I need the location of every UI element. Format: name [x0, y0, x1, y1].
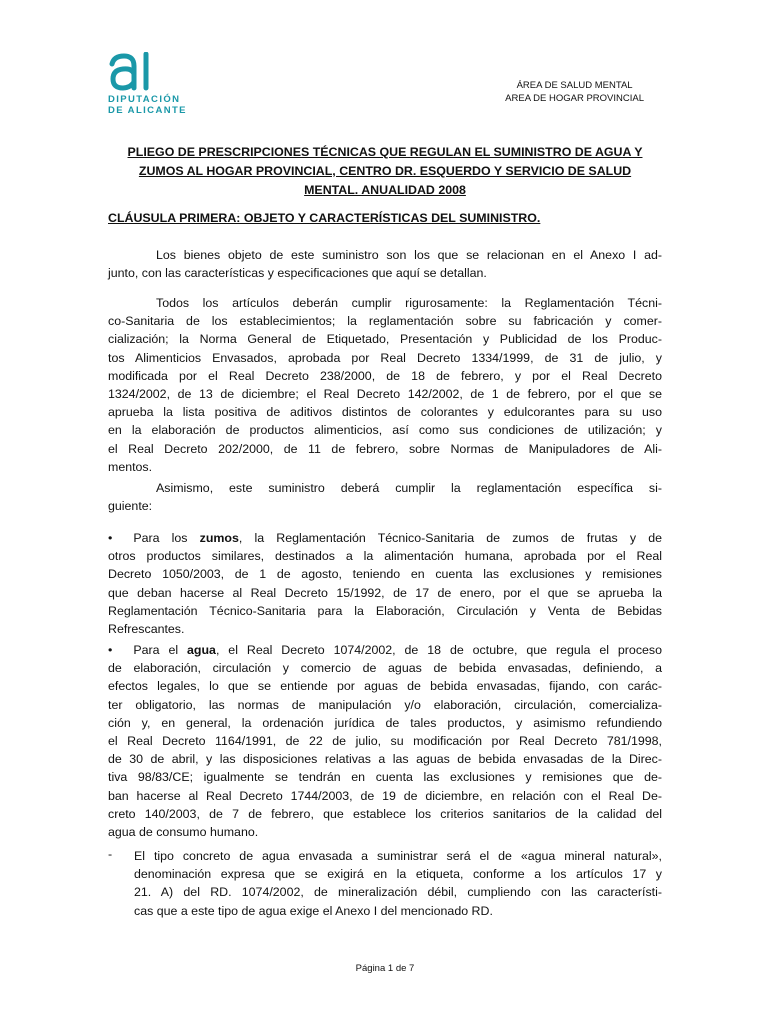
title-line: ZUMOS AL HOGAR PROVINCIAL, CENTRO DR. ESQUERDO Y SERVICIO DE SALUD [138, 164, 632, 178]
text-line: modificada por el Real Decreto 238/2000, de 18 de febrero, y por el Real Decreto [108, 368, 662, 383]
logo-wordmark [108, 94, 187, 116]
text-line: Decreto 1050/2003, de 1 de agosto, teniendo en cuenta las exclusiones y remisiones [108, 567, 662, 582]
text-line: tos Alimenticios Envasados, aprobada por Real Decreto 1334/1999, de 31 de julio, y [108, 350, 662, 365]
text-line: en la elaboración de productos alimenticios, así como sus condiciones de utilización; y [108, 423, 662, 438]
text-line [108, 529, 662, 547]
text-fragment: Para el [133, 643, 188, 657]
department-line-2: AREA DE HOGAR PROVINCIAL [505, 93, 644, 104]
text-line: guiente: [108, 499, 153, 514]
bullet-icon: • [108, 643, 113, 657]
text-line: 21. A) del RD. 1074/2002, de mineralización débil, cumpliendo con las característi- [134, 885, 662, 900]
text-line: 1324/2002, de 13 de diciembre; el Real Decreto 142/2002, de 1 de febrero, por el que se [108, 387, 662, 402]
page-number: Página 1 de 7 [355, 963, 415, 974]
text-line: efectos legales, lo que se entiende por aguas de bebida envasadas, fijando, con carác- [108, 679, 662, 694]
title-line: PLIEGO DE PRESCRIPCIONES TÉCNICAS QUE REGULAN EL SUMINISTRO DE AGUA Y [127, 145, 643, 159]
text-line: El tipo concreto de agua envasada a suministrar será el de «agua mineral natural», [134, 849, 662, 863]
text-line [108, 641, 662, 659]
text-line: Asimismo, este suministro deberá cumplir la reglamentación específica si- [156, 481, 662, 495]
text-line: tiva 98/83/CE; igualmente se tendrán en cuenta las exclusiones y remisiones que de- [108, 770, 662, 785]
text-line: cialización; la Norma General de Etiquetado, Presentación y Publicidad de los Produc- [108, 332, 662, 347]
document-title [108, 143, 662, 200]
text-line: mentos. [108, 459, 153, 474]
text-line: agua de consumo humano. [108, 825, 259, 840]
text-fragment: , la Reglamentación Técnico-Sanitaria de zumos de frutas y de [238, 531, 662, 545]
text-line: Todos los artículos deberán cumplir rigurosamente: la Reglamentación Técni- [156, 296, 662, 310]
text-fragment: , el Real Decreto 1074/2002, de 18 de octubre, que regula el proceso [215, 643, 662, 657]
dash-item-water-type [134, 847, 662, 920]
paragraph-specific [108, 479, 662, 515]
paragraph-object [108, 246, 662, 282]
text-line: Refrescantes. [108, 622, 185, 637]
department-header [505, 79, 644, 105]
text-line: Reglamentación Técnico-Sanitaria para la Elaboración, Circulación y Venta de Bebidas [108, 603, 662, 618]
text-line: cas que a este tipo de agua exige el Anexo I del mencionado RD. [134, 903, 493, 918]
text-line: el Real Decreto 1164/1991, de 22 de julio, su modificación por Real Decreto 781/1998, [108, 734, 662, 749]
text-line: de elaboración, circulación y comercio de aguas de bebida envasadas, definiendo, a [108, 661, 662, 676]
text-line: que deban hacerse al Real Decreto 15/1992, de 17 de enero, por el que se aprueba la [108, 585, 662, 600]
clause-heading: CLÁUSULA PRIMERA: OBJETO Y CARACTERÍSTICAS DEL SUMINISTRO. [108, 211, 541, 225]
text-line: co-Sanitaria de los establecimientos; la reglamentación sobre su fabricación y comer- [108, 314, 662, 329]
logo-line-1: DIPUTACIÓN [108, 94, 181, 105]
text-line: el Real Decreto 202/2000, de 11 de febrero, sobre Normas de Manipuladores de Ali- [108, 441, 662, 456]
department-line-1: ÁREA DE SALUD MENTAL [516, 80, 633, 91]
text-line: ter obligatorio, las normas de manipulación y/o elaboración, circulación, comercializa- [108, 697, 662, 712]
bullet-icon: • [108, 531, 113, 545]
text-line: ción y, en general, la ordenación jurídica de tales productos, y asimismo refundiendo [108, 715, 662, 730]
bold-term: zumos [199, 531, 239, 545]
text-line: denominación expresa que se exigirá en la etiqueta, conforme a los artículos 17 y [134, 867, 662, 882]
bullet-zumos [108, 529, 662, 638]
text-fragment: Para los [133, 531, 200, 545]
dash-marker: - [108, 847, 113, 861]
title-line: MENTAL. ANUALIDAD 2008 [304, 183, 466, 197]
text-line: junto, con las características y especificaciones que aquí se detallan. [108, 266, 487, 281]
text-line: otros productos similares, destinados a la alimentación humana, aprobada por el Real [108, 549, 662, 564]
text-line: creto 140/2003, de 7 de febrero, que establece los criterios sanitarios de la calidad del [108, 806, 662, 821]
bullet-agua [108, 641, 662, 841]
bold-term: agua [187, 643, 216, 657]
diputacion-logo [108, 52, 187, 116]
logo-line-2: DE ALICANTE [108, 105, 187, 116]
text-line: aprueba la lista positiva de aditivos distintos de colorantes y edulcorantes para su uso [108, 405, 662, 420]
diputacion-logo-icon [108, 52, 154, 92]
text-line: de 30 de abril, y las disposiciones relativas a las aguas de bebida envasadas de la Direc- [108, 752, 662, 767]
text-line: Los bienes objeto de este suministro son los que se relacionan en el Anexo I ad- [156, 248, 662, 262]
paragraph-regulations [108, 294, 662, 476]
text-line: ban hacerse al Real Decreto 1744/2003, de 19 de diciembre, en relación con el Real De- [108, 788, 662, 803]
